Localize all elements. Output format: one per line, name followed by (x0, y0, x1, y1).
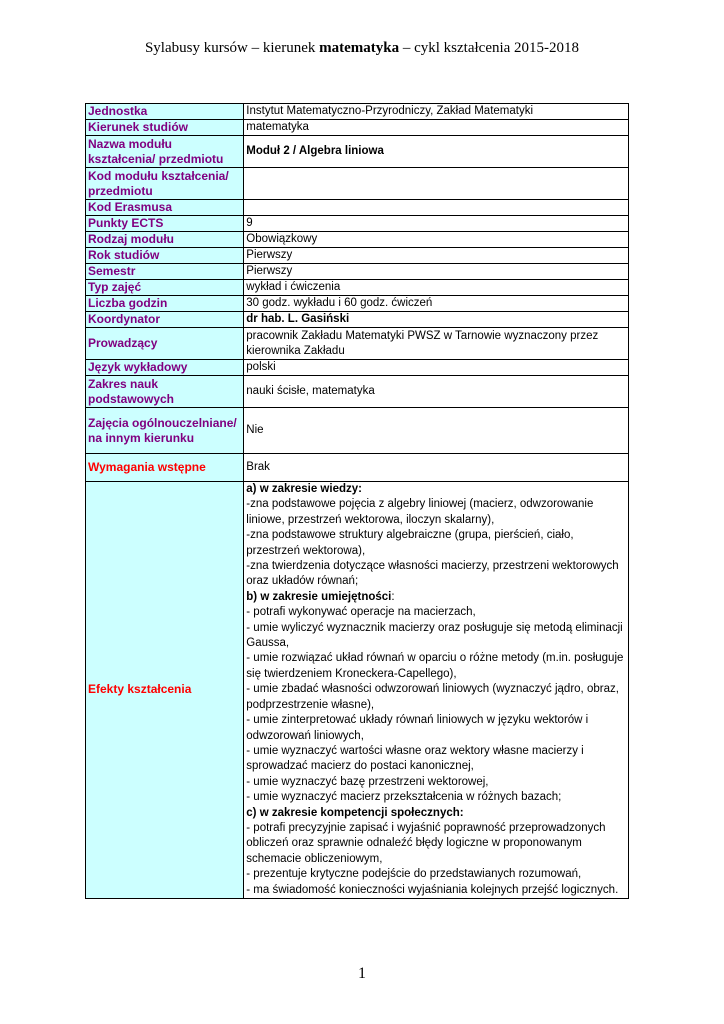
row-value: Obowiązkowy (244, 232, 629, 248)
row-value: matematyka (244, 120, 629, 136)
table-row (86, 216, 629, 232)
row-value (244, 200, 629, 216)
efekty-cell (244, 482, 629, 899)
table-row (86, 328, 629, 360)
table-row (86, 482, 629, 899)
row-label: Nazwa modułu kształcenia/ przedmiotu (86, 136, 244, 168)
row-value: dr hab. L. Gasiński (244, 312, 629, 328)
table-row (86, 280, 629, 296)
list-item: - umie wyznaczyć wartości własne oraz wektory własne macierzy i sprowadzać macierz do postaci kanonicznej, (246, 744, 584, 773)
table-row (86, 120, 629, 136)
section-heading: c) w zakresie kompetencji społecznych: (246, 806, 464, 819)
list-item: - potrafi precyzyjnie zapisać i wyjaśnić poprawność przeprowadzonych obliczeń oraz sprawnie odnaleźć błędy logiczne w proponowanym schemacie obliczeniowym, (246, 821, 606, 865)
row-value: wykład i ćwiczenia (244, 280, 629, 296)
row-value: Pierwszy (244, 248, 629, 264)
row-value: 30 godz. wykładu i 60 godz. ćwiczeń (244, 296, 629, 312)
row-label: Rok studiów (86, 248, 244, 264)
syllabus-table (85, 103, 629, 899)
row-label: Zakres nauk podstawowych (86, 376, 244, 408)
row-label: Wymagania wstępne (86, 454, 244, 482)
list-item: - prezentuje krytyczne podejście do przedstawianych rozumowań, (246, 868, 582, 881)
table-row (86, 454, 629, 482)
list-item: - umie rozwiązać układ równań w oparciu o różne metody (m.in. posługuje się twierdzeniem Kroneckera-Capellego), (246, 652, 624, 680)
list-item: -zna twierdzenia dotyczące własności macierzy, przestrzeni wektorowych oraz układów równań; (246, 560, 619, 588)
table-row (86, 312, 629, 328)
row-value: Instytut Matematyczno-Przyrodniczy, Zakład Matematyki (244, 104, 629, 120)
list-item: -zna podstawowe struktury algebraiczne (grupa, pierścień, ciało, przestrzeń wektorowa), (246, 529, 574, 557)
table-row (86, 360, 629, 376)
row-value: 9 (244, 216, 629, 232)
list-item: - umie wyznaczyć macierz przekształcenia w różnych bazach; (246, 791, 562, 804)
section-heading: a) w zakresie wiedzy: (246, 483, 362, 495)
table-row (86, 296, 629, 312)
list-item: - umie zinterpretować układy równań liniowych w języku wektorów i odwzorowań liniowych, (246, 714, 589, 742)
row-label: Kierunek studiów (86, 120, 244, 136)
list-item: - umie wyliczyć wyznacznik macierzy oraz posługuje się metodą eliminacji Gaussa, (246, 621, 623, 650)
list-item: - umie wyznaczyć bazę przestrzeni wektorowej, (246, 775, 489, 788)
row-label: Zajęcia ogólnouczelniane/ na innym kierunku (86, 408, 244, 454)
row-label: Jednostka (86, 104, 244, 120)
table-row (86, 376, 629, 408)
header-suffix: – cykl kształcenia 2015-2018 (399, 40, 580, 56)
list-item: - potrafi wykonywać operacje na macierzach, (246, 606, 476, 619)
list-item: - umie zbadać własności odwzorowań liniowych (wyznaczyć jądro, obraz, podprzestrzenie własne), (246, 683, 619, 711)
row-value: nauki ścisłe, matematyka (244, 376, 629, 408)
section-heading: b) w zakresie umiejętności (246, 590, 392, 603)
row-value: Moduł 2 / Algebra liniowa (244, 136, 629, 168)
table-row (86, 168, 629, 200)
list-item: - ma świadomość konieczności wyjaśniania kolejnych przejść logicznych. (246, 883, 619, 896)
section-heading-b (246, 590, 626, 605)
row-label: Język wykładowy (86, 360, 244, 376)
table-row (86, 104, 629, 120)
row-label: Kod modułu kształcenia/ przedmiotu (86, 168, 244, 200)
row-value: pracownik Zakładu Matematyki PWSZ w Tarnowie wyznaczony przez kierownika Zakładu (244, 328, 629, 360)
table-row (86, 248, 629, 264)
row-label: Punkty ECTS (86, 216, 244, 232)
table-row (86, 408, 629, 454)
page-number: 1 (358, 965, 366, 982)
table-row (86, 264, 629, 280)
row-label: Koordynator (86, 312, 244, 328)
row-value (244, 168, 629, 200)
header-prefix: Sylabusy kursów – kierunek (144, 40, 320, 56)
row-value: polski (244, 360, 629, 376)
heading-colon: : (391, 590, 395, 603)
row-label: Typ zajęć (86, 280, 244, 296)
list-item: -zna podstawowe pojęcia z algebry liniowej (macierz, odwzorowanie liniowe, przestrzeń wektorowa, iloczyn skalarny), (246, 498, 594, 526)
row-label: Prowadzący (86, 328, 244, 360)
row-value: Brak (244, 454, 629, 482)
row-value: Nie (244, 408, 629, 454)
row-label: Kod Erasmusa (86, 200, 244, 216)
table-row (86, 200, 629, 216)
row-label: Rodzaj modułu (86, 232, 244, 248)
row-label: Semestr (86, 264, 244, 280)
row-label: Liczba godzin (86, 296, 244, 312)
header-bold-word: matematyka (319, 40, 400, 56)
table-row (86, 136, 629, 168)
row-label: Efekty kształcenia (86, 482, 244, 899)
row-value: Pierwszy (244, 264, 629, 280)
page-header (0, 40, 724, 57)
table-row (86, 232, 629, 248)
